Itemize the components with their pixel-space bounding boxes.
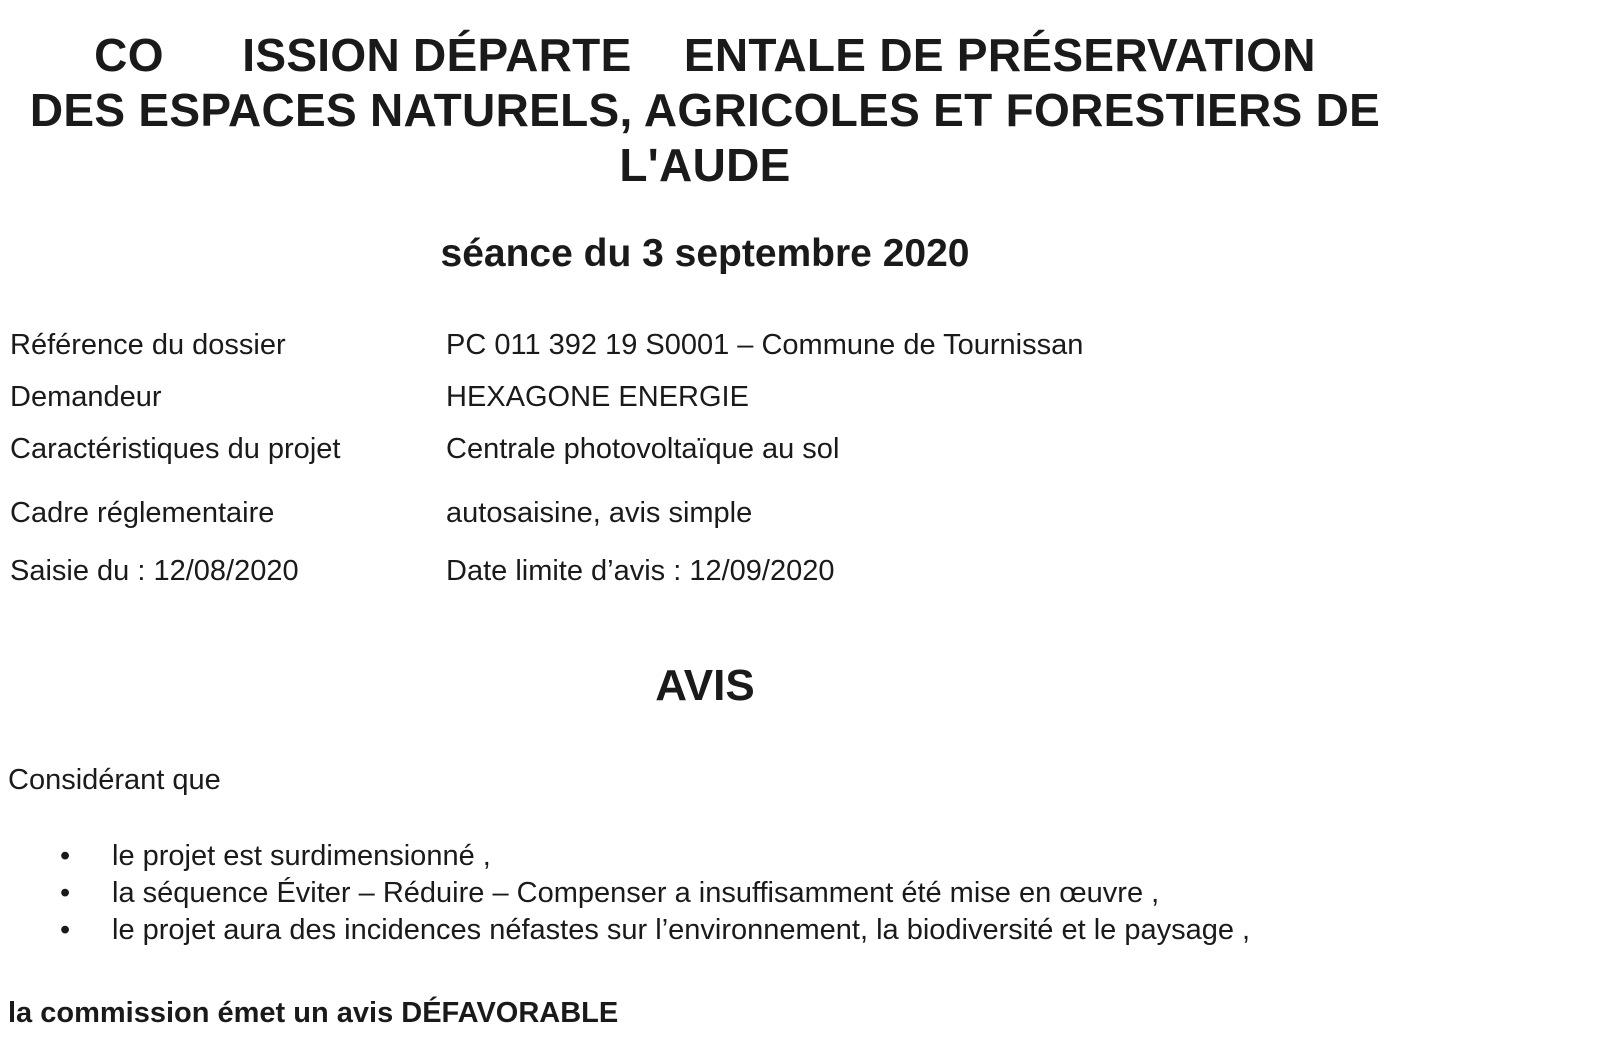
title-line-3: L'AUDE [619, 139, 791, 191]
list-item [60, 912, 1250, 949]
considerations-list [60, 838, 1250, 949]
list-item-text: la séquence Éviter – Réduire – Compenser a insuffisamment été mise en œuvre , [112, 877, 1160, 909]
bullet-icon: • [60, 840, 71, 872]
field-value: HEXAGONE ENERGIE [446, 381, 749, 413]
title-line-1: CO ISSION DÉPARTE ENTALE DE PRÉSERVATION [94, 29, 1316, 81]
bullet-icon: • [60, 914, 71, 946]
list-item [60, 875, 1250, 912]
field-label: Demandeur [10, 381, 162, 413]
field-label: Saisie du : 12/08/2020 [10, 555, 299, 587]
list-item-text: le projet aura des incidences néfastes sur l’environnement, la biodiversité et le paysage , [112, 914, 1251, 946]
field-label: Caractéristiques du projet [10, 433, 341, 465]
list-item [60, 838, 1250, 875]
field-value: Date limite d’avis : 12/09/2020 [446, 555, 835, 587]
avis-conclusion: la commission émet un avis DÉFAVORABLE [8, 997, 619, 1029]
title-line-2: DES ESPACES NATURELS, AGRICOLES ET FORESTIERS DE [29, 84, 1381, 136]
field-value: autosaisine, avis simple [446, 497, 753, 529]
field-label: Cadre réglementaire [10, 497, 275, 529]
field-value: PC 011 392 19 S0001 – Commune de Tournissan [446, 329, 1084, 361]
field-value: Centrale photovoltaïque au sol [446, 433, 840, 465]
session-date: séance du 3 septembre 2020 [440, 232, 970, 275]
field-label: Référence du dossier [10, 329, 286, 361]
considering-intro: Considérant que [8, 764, 221, 796]
bullet-icon: • [60, 877, 71, 909]
avis-heading: AVIS [655, 661, 755, 710]
document-title [0, 28, 1410, 193]
list-item-text: le projet est surdimensionné , [112, 840, 491, 872]
